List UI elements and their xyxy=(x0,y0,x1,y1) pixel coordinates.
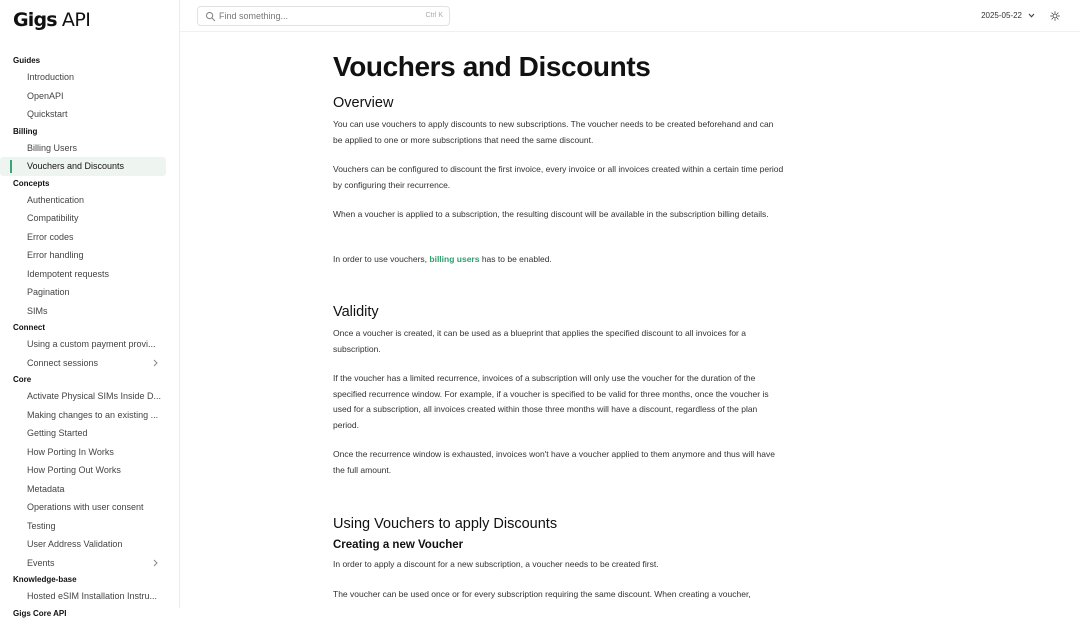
overview-paragraph-3: When a voucher is applied to a subscription, the resulting discount will be available in the subscription billing details. xyxy=(333,209,769,219)
sidebar-item[interactable] xyxy=(0,157,166,176)
sidebar-section-title: Core xyxy=(13,375,32,384)
sidebar-item[interactable] xyxy=(0,191,166,210)
sidebar-item-label: OpenAPI xyxy=(27,90,64,101)
sidebar-item-label: Compatibility xyxy=(27,213,79,223)
sidebar-item-label: How Porting Out Works xyxy=(27,465,121,475)
sidebar-section-title: Guides xyxy=(13,56,41,65)
sidebar xyxy=(0,0,180,618)
sidebar-item[interactable] xyxy=(0,535,166,554)
validity-paragraph-1: Once a voucher is created, it can be used as a blueprint that applies the specified discount to all invoices for a subscription. xyxy=(333,328,746,354)
search-input[interactable] xyxy=(197,6,450,26)
top-bar xyxy=(180,0,1080,32)
sidebar-item[interactable] xyxy=(0,587,166,606)
sidebar-item-label: Introduction xyxy=(27,72,75,82)
search-icon xyxy=(205,11,216,22)
heading-overview: Overview xyxy=(333,95,394,111)
search-placeholder: Find something... xyxy=(219,11,289,21)
search-shortcut: Ctrl K xyxy=(425,12,443,19)
creating-paragraph-2: The voucher can be used once or for every subscription requiring the same discount. When creating a voucher, xyxy=(333,589,751,599)
sidebar-item-label: Vouchers and Discounts xyxy=(27,161,125,171)
sidebar-item[interactable] xyxy=(0,68,166,87)
sidebar-item-label: Activate Physical SIMs Inside D... xyxy=(27,391,162,401)
validity-paragraph-2: If the voucher has a limited recurrence, invoices of a subscription will only use the voucher for the duration of the specified recurrence window. For example, if a voucher is specified to be valid for three months, once the voucher is used for a subscription, all invoices created within those three months will have a discount, regardless of the plan period. xyxy=(333,373,769,430)
sidebar-item[interactable] xyxy=(0,283,166,302)
creating-paragraph-1: In order to apply a discount for a new subscription, a voucher needs to be created first. xyxy=(333,559,659,569)
sidebar-item[interactable] xyxy=(0,554,166,573)
sidebar-item-label: Getting Started xyxy=(27,428,88,438)
heading-using-vouchers: Using Vouchers to apply Discounts xyxy=(333,516,558,532)
sidebar-item[interactable] xyxy=(0,387,166,406)
version-select[interactable]: 2025-05-22 xyxy=(981,11,1022,20)
sidebar-item-label: How Porting In Works xyxy=(27,446,114,457)
sidebar-item-label: Using a custom payment provi... xyxy=(27,339,156,349)
overview-paragraph-2: Vouchers can be configured to discount the first invoice, every invoice or all invoices created within a certain time period by configuring their recurrence. xyxy=(333,164,784,190)
chevron-down-icon[interactable] xyxy=(1028,0,1035,32)
sidebar-section-title: Billing xyxy=(13,126,38,136)
sidebar-item-label: SIMs xyxy=(27,305,48,316)
sidebar-item[interactable] xyxy=(0,406,166,425)
sidebar-item-label: Making changes to an existing ... xyxy=(27,409,159,420)
sidebar-item-label: Billing Users xyxy=(27,142,78,153)
chevron-right-icon[interactable] xyxy=(153,354,158,373)
sidebar-item-label: Operations with user consent xyxy=(27,502,144,512)
chevron-right-icon[interactable] xyxy=(153,554,158,573)
sidebar-item[interactable] xyxy=(0,498,166,517)
validity-paragraph-3: Once the recurrence window is exhausted, invoices won't have a voucher applied to them anymore and thus will have the full amount. xyxy=(333,449,775,475)
sidebar-item-label: Hosted eSIM Installation Instru... xyxy=(27,591,158,601)
sidebar-item[interactable] xyxy=(0,461,166,480)
sidebar-item[interactable] xyxy=(0,302,166,321)
sidebar-item-label: Events xyxy=(27,557,55,568)
overview-p4-before: In order to use vouchers, xyxy=(333,254,430,264)
sidebar-item[interactable] xyxy=(0,424,166,443)
theme-toggle-icon[interactable] xyxy=(1050,11,1060,21)
sidebar-item-label: Idempotent requests xyxy=(27,268,110,279)
sidebar-item-label: Connect sessions xyxy=(27,357,99,368)
sidebar-item[interactable] xyxy=(0,139,166,158)
heading-creating-voucher: Creating a new Voucher xyxy=(333,539,464,551)
sidebar-item[interactable] xyxy=(0,335,166,354)
heading-validity: Validity xyxy=(333,304,379,320)
sidebar-item[interactable] xyxy=(0,228,166,247)
sidebar-item[interactable] xyxy=(0,265,166,284)
overview-paragraph-1: You can use vouchers to apply discounts to new subscriptions. The voucher needs to be created beforehand and can be applied to one or more subscriptions that need the same discount. xyxy=(333,119,774,145)
sidebar-item[interactable] xyxy=(0,443,166,462)
page-title: Vouchers and Discounts xyxy=(333,51,651,82)
sidebar-item-label: Pagination xyxy=(27,287,70,297)
sidebar-section-title: Connect xyxy=(13,323,45,332)
sidebar-item[interactable] xyxy=(0,105,166,124)
sidebar-item-label: User Address Validation xyxy=(27,539,123,549)
logo-mark: Gigs xyxy=(13,9,57,31)
logo-text: API xyxy=(61,9,91,31)
sidebar-item[interactable] xyxy=(0,517,166,536)
sidebar-item-label: Testing xyxy=(27,520,56,531)
sidebar-item-label: Authentication xyxy=(27,194,85,205)
sidebar-section-title: Gigs Core API xyxy=(13,608,67,618)
billing-users-link[interactable]: billing users xyxy=(429,254,480,264)
sidebar-item-label: Error handling xyxy=(27,250,84,260)
sidebar-section-title: Concepts xyxy=(13,178,50,188)
sidebar-item[interactable] xyxy=(0,209,166,228)
sidebar-item-label: Quickstart xyxy=(27,109,68,119)
sidebar-item[interactable] xyxy=(0,480,166,499)
sidebar-item-label: Error codes xyxy=(27,231,74,242)
overview-p4-after: has to be enabled. xyxy=(479,254,552,264)
sidebar-item[interactable] xyxy=(0,354,166,373)
sidebar-item-label: Metadata xyxy=(27,483,65,494)
logo[interactable] xyxy=(13,9,90,33)
sidebar-item[interactable] xyxy=(0,246,166,265)
overview-paragraph-4 xyxy=(333,252,785,268)
sidebar-nav xyxy=(0,53,180,621)
sidebar-item[interactable] xyxy=(0,87,166,106)
sidebar-section-title: Knowledge-base xyxy=(13,575,77,584)
